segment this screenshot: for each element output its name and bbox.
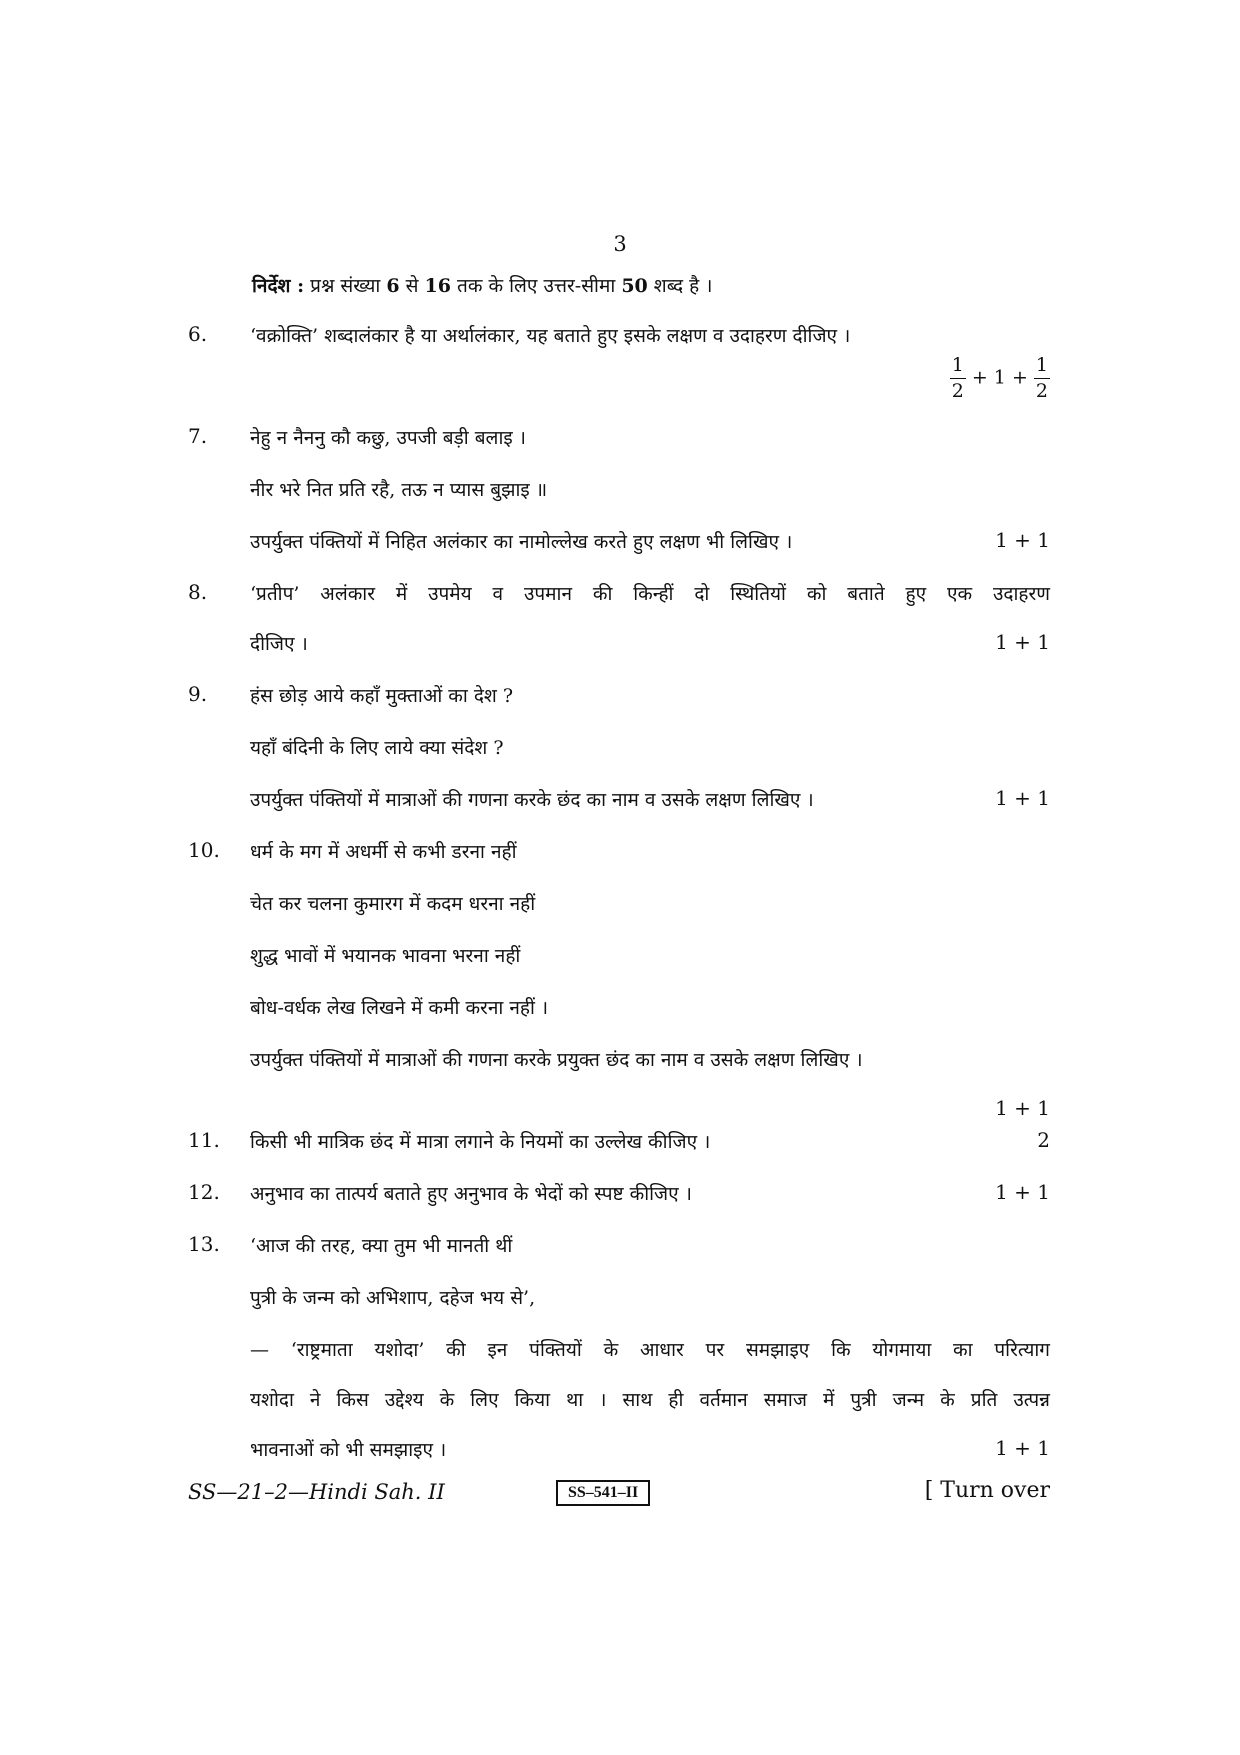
question-number-10: 10.: [188, 838, 220, 862]
question-13-line-5: भावनाओं को भी समझाइए ।: [250, 1439, 447, 1461]
question-10-marks: 1 + 1: [995, 1096, 1050, 1120]
question-8-line-2: दीजिए ।: [250, 633, 308, 655]
question-7-line-3: उपर्युक्त पंक्तियों में निहित अलंकार का नामोल्लेख करते हुए लक्षण भी लिखिए ।: [250, 531, 793, 553]
marks-middle: + 1 +: [965, 366, 1034, 389]
fraction-1-numerator: 1: [950, 356, 966, 379]
question-11-line-1: किसी भी मात्रिक छंद में मात्रा लगाने के नियमों का उल्लेख कीजिए ।: [250, 1131, 711, 1153]
instruction: [252, 272, 713, 298]
footer-boxed-code: SS–541–II: [556, 1480, 650, 1506]
question-10-line-1: धर्म के मग में अधर्मी से कभी डरना नहीं: [250, 841, 517, 863]
question-6-text: ‘वक्रोक्ति’ शब्दालंकार है या अर्थालंकार, यह बताते हुए इसके लक्षण व उदाहरण दीजिए ।: [250, 325, 851, 347]
instruction-limit: 50: [621, 275, 648, 297]
question-10-line-3: शुद्ध भावों में भयानक भावना भरना नहीं: [250, 945, 521, 967]
question-number-9: 9.: [188, 682, 208, 706]
question-number-13: 13.: [188, 1232, 220, 1256]
question-number-7: 7.: [188, 424, 208, 448]
question-7-marks: 1 + 1: [995, 528, 1050, 552]
fraction-1-denominator: 2: [951, 380, 964, 402]
question-10-line-4: बोध-वर्धक लेख लिखने में कमी करना नहीं ।: [250, 997, 549, 1019]
question-12-marks: 1 + 1: [995, 1180, 1050, 1204]
question-8-line-1: ‘प्रतीप’ अलंकार में उपमेय व उपमान की किन्हीं दो स्थितियों को बताते हुए एक उदाहरण: [250, 583, 1050, 605]
instruction-from: 6: [386, 275, 400, 297]
question-10-line-2: चेत कर चलना कुमारग में कदम धरना नहीं: [250, 893, 536, 915]
instruction-label: निर्देश :: [252, 275, 305, 297]
question-13-marks: 1 + 1: [995, 1436, 1050, 1460]
instruction-text-d: शब्द है ।: [647, 275, 713, 297]
question-6-marks: [950, 356, 1050, 401]
marks-fraction-1: [950, 356, 966, 401]
question-7-line-2: नीर भरे नित प्रति रहै, तऊ न प्यास बुझाइ ॥: [250, 479, 548, 501]
question-10-line-5: उपर्युक्त पंक्तियों में मात्राओं की गणना करके प्रयुक्त छंद का नाम व उसके लक्षण लिखिए ।: [250, 1049, 863, 1071]
question-number-6: 6.: [188, 322, 208, 346]
footer-paper-code: SS—21–2—Hindi Sah. II: [188, 1480, 445, 1504]
instruction-to: 16: [424, 275, 451, 297]
question-8-marks: 1 + 1: [995, 630, 1050, 654]
instruction-text-a: प्रश्न संख्या: [304, 275, 387, 297]
question-number-8: 8.: [188, 580, 208, 604]
fraction-2-denominator: 2: [1035, 380, 1048, 402]
instruction-text-c: तक के लिए उत्तर-सीमा: [451, 275, 622, 297]
marks-fraction-2: [1034, 356, 1050, 401]
question-13-line-4: यशोदा ने किस उद्देश्य के लिए किया था । साथ ही वर्तमान समाज में पुत्री जन्म के प्रति उत्पन्न: [250, 1389, 1050, 1411]
page-number: 3: [613, 232, 627, 256]
question-13-line-3: — ‘राष्ट्रमाता यशोदा’ की इन पंक्तियों के आधार पर समझाइए कि योगमाया का परित्याग: [250, 1339, 1050, 1361]
question-12-line-1: अनुभाव का तात्पर्य बताते हुए अनुभाव के भेदों को स्पष्ट कीजिए ।: [250, 1183, 692, 1205]
instruction-text-b: से: [399, 275, 425, 297]
question-13-line-2: पुत्री के जन्म को अभिशाप, दहेज भय से’,: [250, 1287, 536, 1309]
footer-turn-over: [ Turn over: [924, 1478, 1050, 1503]
question-11-marks: 2: [1037, 1128, 1050, 1152]
question-9-line-2: यहाँ बंदिनी के लिए लाये क्या संदेश ?: [250, 737, 504, 759]
question-13-line-1: ‘आज की तरह, क्या तुम भी मानती थीं: [250, 1235, 513, 1257]
question-9-line-3: उपर्युक्त पंक्तियों में मात्राओं की गणना करके छंद का नाम व उसके लक्षण लिखिए ।: [250, 789, 814, 811]
question-7-line-1: नेहु न नैननु कौ कछु, उपजी बड़ी बलाइ ।: [250, 427, 526, 449]
question-9-marks: 1 + 1: [995, 786, 1050, 810]
question-9-line-1: हंस छोड़ आये कहाँ मुक्ताओं का देश ?: [250, 685, 514, 707]
question-number-11: 11.: [188, 1128, 220, 1152]
fraction-2-numerator: 1: [1034, 356, 1050, 379]
question-number-12: 12.: [188, 1180, 220, 1204]
